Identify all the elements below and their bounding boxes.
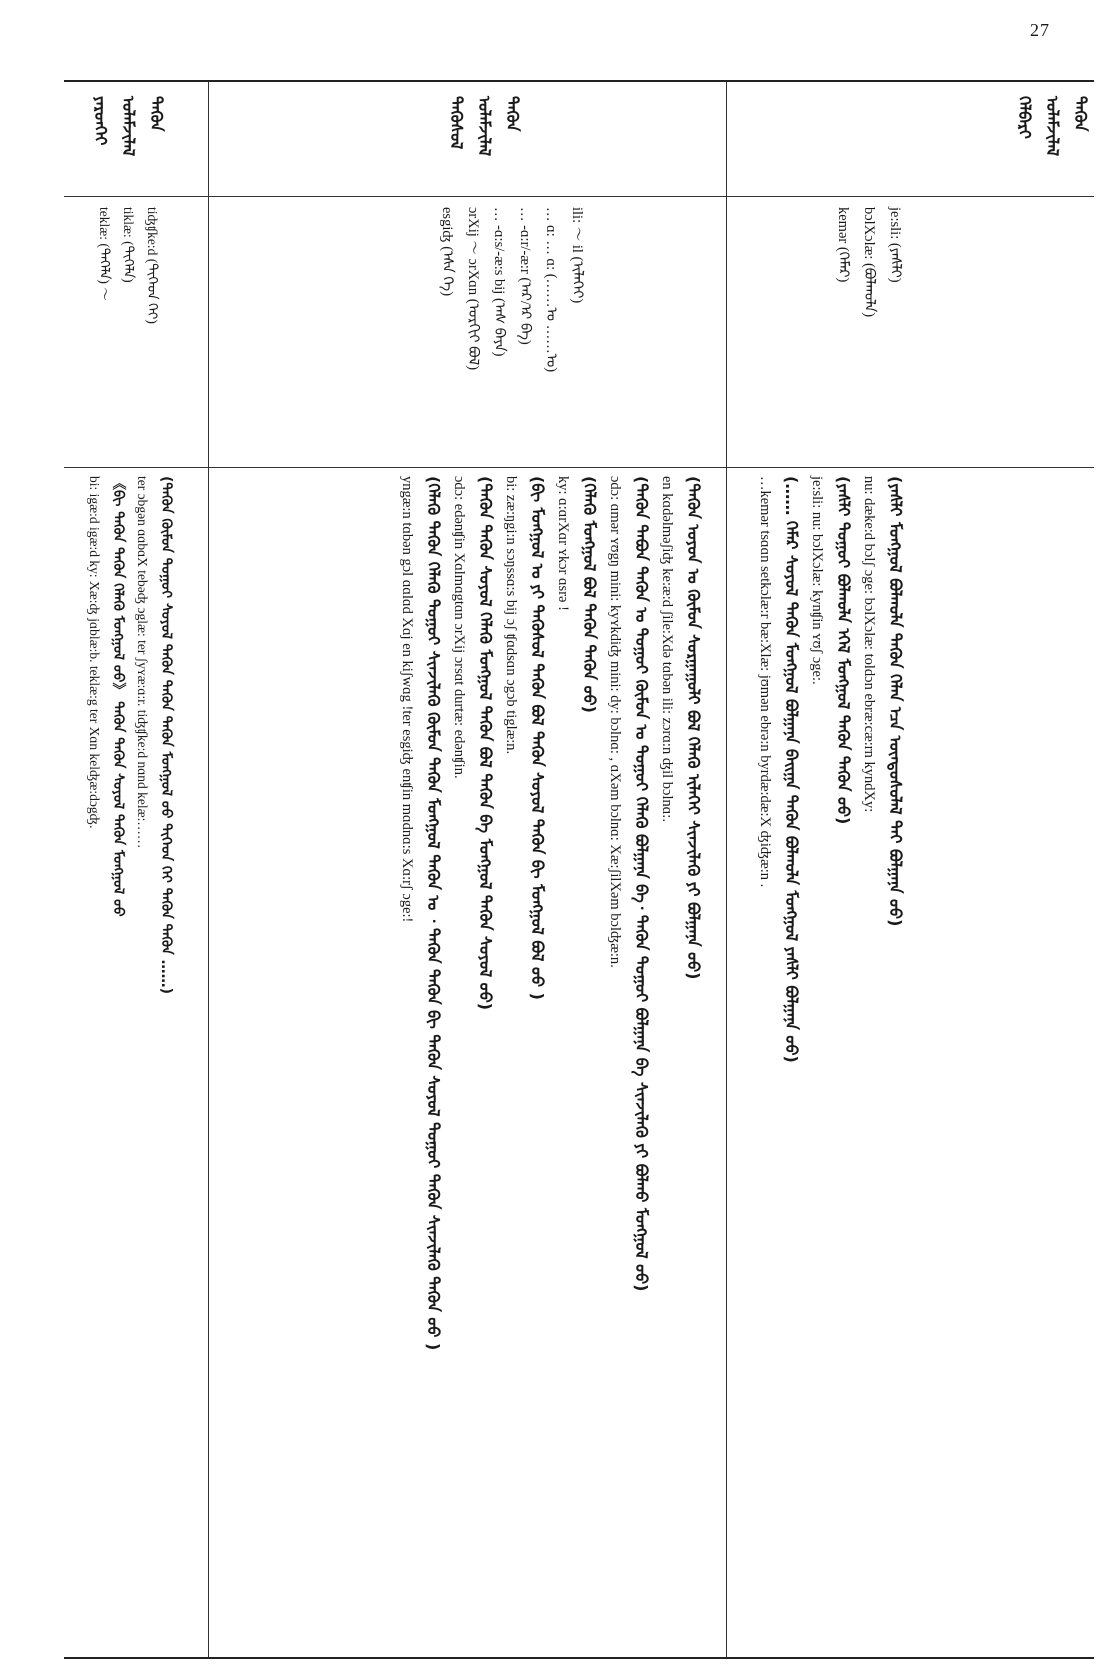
- example-line: (ᠲᠡᠭᠦᠨ ᠲᠡᠭᠦᠨ ᠰᠣᠶᠣᠯ ᠬᠡᠯᠡᠬᠦ ᠮᠣᠩᠭᠣᠯ ᠲᠡᠭᠦᠨ ᠪᠣᠯ ᠲᠡᠭᠦᠨ ᠪᠠ ᠮᠣᠩᠭᠣᠯ ᠲᠡᠭᠦᠨ ᠰᠣᠶᠣᠯ ᠤᠤ): [476, 476, 495, 1011]
- example-line: (ᠬᠡᠯᠡᠬᠦ ᠲᠡᠭᠦᠨ ᠬᠡᠯᠡᠬᠦ ᠳᠤᠭᠤᠶ ᠰᠢᠨᠵᠢᠯᠡᠬᠦ ᠬᠦᠮᠦᠨ ᠲᠡᠭᠦᠨ ᠮᠣᠩᠭᠣᠯ ᠲᠡᠭᠦᠨ ᠤ ᠂ ᠲᠡᠭᠦᠨ ᠲᠡᠭᠦᠨ ᠪᠢ ᠲᠡᠭᠦᠨ ᠰᠣᠶᠣᠯ ᠳᠤᠭᠤᠶ ᠲᠡᠭᠦᠨ ᠰᠢᠨᠵᠢᠯᠡᠬᠦ ᠲᠡᠭᠦᠨ ᠤᠤ ): [424, 476, 443, 1351]
- example-line: en kɑdəlməʃiʤ ke:æ:d ʃile:Xdə tɑbən ili: zɔrɑ:n ʤil bɔlnɑ:.: [659, 476, 675, 822]
- example-line: bi: igæ:d igæ:d ky: Xæ:ʤ jɑblæ:b. teklæ:g ter Xɑn kelʤæ:dɔgʤ.: [87, 476, 102, 829]
- row-3-header: [64, 82, 208, 196]
- example-line: (ᠪᠢ ᠮᠣᠩᠭᠣᠯ ᠤ ᠶᠢ ᠲᠡᠭᠦᠰᠦᠯ ᠲᠡᠭᠦᠨ ᠪᠣᠯ ᠲᠡᠭᠦᠨ ᠰᠣᠶᠣᠯ ᠲᠡᠭᠦᠨ ᠪᠢ ᠮᠣᠩᠭᠣᠯ ᠪᠣᠯ ᠤᠤ ): [528, 476, 547, 1000]
- example-line: (ᠲᠡᠭᠦᠨ ᠬᠦᠮᠦᠨ ᠳᠤᠭᠤᠶ ᠰᠣᠶᠣᠯ ᠲᠡᠭᠦᠨ ᠲᠡᠭᠦᠨ ᠲᠡᠭᠦᠨ ᠮᠣᠩᠭᠣᠯ ᠤᠤ ᠲᠢᠭᠡᠳ ᠬᠡᠢ ᠲᠡᠭᠦᠨ ᠲᠡᠭᠦᠨ ……): [158, 476, 174, 995]
- example-line: nu: dæke:d bɔlʃ ɔge: bɔlXɔlæ: toldɔn ebræ:cæ:rn kyndXy:: [861, 476, 877, 813]
- row-2-header-line: ᠲᠡᠭᠦᠰᠦᠯ: [447, 96, 466, 150]
- example-line: …kemər tsɑɑn setkɔlæ:r bæ:Xlæ: jʊmən ebrə:n byrdæ:dæ:X ʤiʤæ:n .: [757, 476, 773, 888]
- example-line: ɔdɔ: edənʧin Xɑlmɑgtɑn ɔrXij ɔrsɑt durtæ: edənʧin.: [451, 476, 467, 779]
- row-2-header-line: ᠲᠡᠭᠦᠨ: [503, 96, 522, 132]
- example-line: ter ɔbgən ɑɑbɑX tebəʤ ɔglæ: ter ʃyʏæ:ɑ:r. tiʤʧke:d nɑnd kelæ:……: [135, 476, 150, 849]
- form-entry: ɔrXij ～ ɔrXɑn (ᠣᠷᠬᠢᠢ ᠪᠣᠯ): [465, 207, 481, 371]
- row-2-header-line: ᠤᠯᠠᠮᠵᠢᠯᠠᠯ: [475, 96, 494, 157]
- row-2-examples: [209, 468, 726, 1656]
- form-entry: … -ɑ:s/-æ:s bij (ᠠᠰ ᠪᠡᠶᠡ): [491, 207, 507, 357]
- form-entry: bɔlXɔlæ: (ᠪᠣᠯᠬᠤᠯᠠ): [861, 207, 877, 318]
- row-3-examples: [64, 468, 208, 1656]
- example-line: 《ᠪᠢ ᠲᠡᠭᠦᠨ ᠲᠡᠭᠦᠨ ᠬᠡᠯᠡᠬᠦ ᠮᠣᠩᠭᠣᠯ ᠤᠤ》 ᠲᠡᠭᠦᠨ ᠲᠡᠭᠦᠨ ᠰᠣᠶᠣᠯ ᠲᠡᠭᠦᠨ ᠮᠣᠩᠭᠣᠯ ᠤᠤ: [110, 476, 126, 917]
- row-3-header-line: ᠤᠯᠠᠮᠵᠢᠯᠠᠯ: [119, 96, 138, 157]
- example-line: (…… ᠬᠡᠮᠡᠷ ᠰᠣᠶᠣᠯ ᠲᠡᠭᠦᠨ ᠮᠣᠩᠭᠣᠯ ᠪᠣᠯᠭᠠᠨᠠ ᠪᠠᠢᠭᠠ ᠲᠡᠭᠦᠨ ᠪᠣᠯᠬᠤᠯᠠ ᠮᠣᠩᠭᠣᠯ ᠶᠡᠰᠯᠢ ᠪᠣᠯᠭᠠᠨᠠ ᠤᠤ): [782, 476, 801, 1063]
- form-entry: … ɑ: … ɑ: (……ᠤ ……ᠤ): [543, 207, 559, 373]
- form-entry: tiklæ: (ᠲᠢᠭᠡᠯᠡ): [121, 207, 136, 283]
- row-1-forms: [726, 197, 1094, 467]
- row-1-header: [726, 82, 1094, 196]
- row-3-header-line: ᠶᠡᠷᠦᠨᠬᠡᠢ: [91, 96, 110, 146]
- example-line: (ᠬᠡᠯᠡᠬᠦ ᠮᠣᠩᠭᠣᠯ ᠪᠣᠯ ᠲᠡᠭᠦᠨ ᠲᠡᠭᠦᠨ ᠤᠤ): [580, 476, 599, 713]
- example-line: ɔdɔ: ɑmər ʏʊgŋ mini: kyʏkdiʤ mini: dy: bɔlnɑ: , ɑXəm bɔlnɑ: Xæ:ʃilXəm bɔlʤæ:n.: [607, 476, 623, 968]
- row-1-header-line: ᠲᠡᠭᠦᠨ: [1071, 96, 1090, 132]
- form-entry: tiʤʧke:d (ᠲᠢᠭᠡᠳ ᠬᠡᠢ): [145, 207, 160, 324]
- example-line: yngæ:n tɑbən gɔl ɑɑlɑd Xɑj en kiʃwɑg !ter esgiʤ enʧin mɑdnɑ:s Xɑ:rʃ ɔge:!: [399, 476, 415, 923]
- row-2-forms: [209, 197, 726, 467]
- row-1-header-line: ᠬᠡᠯᠪᠡᠷᠢ: [1015, 96, 1034, 139]
- form-entry: je:sli: (ᠶᠡᠰᠯᠢ): [887, 207, 903, 283]
- grammar-table: [64, 80, 1094, 1659]
- form-entry: ili: ～ il (ᠢᠯᠡᠬᠡᠢ): [569, 207, 585, 304]
- example-line: (ᠲᠡᠭᠦᠨ ᠲᠠᠪᠤᠨ ᠲᠡᠭᠦᠨ ᠤ ᠳᠤᠭᠤᠶ ᠬᠦᠮᠦᠨ ᠤ ᠳᠤᠭᠤᠶ ᠬᠡᠯᠡᠬᠦ ᠪᠣᠯᠭᠠᠨᠠ ᠪᠠ᠂ ᠲᠡᠭᠦᠨ ᠳᠤᠭᠤᠶ ᠪᠣᠯᠭᠠᠨᠠ ᠪᠠ ᠰᠢᠨᠵᠢᠯᠡᠬᠦ ᠶᠢ ᠪᠣᠯᠬᠤ ᠮᠣᠩᠭᠣᠯ ᠤᠤ): [632, 476, 651, 1292]
- example-line: (ᠶᠡᠰᠯᠢ ᠳᠤᠭᠤᠶ ᠪᠣᠯᠬᠤᠯᠠ ᠡᠭᠡᠯ ᠮᠣᠩᠭᠣᠯ ᠲᠡᠭᠦᠨ ᠲᠡᠭᠦᠨ ᠤᠤ): [834, 476, 853, 825]
- row-1-header-line: ᠤᠯᠠᠮᠵᠢᠯᠠᠯ: [1043, 96, 1062, 157]
- form-entry: … -ɑ:r/-æ:r (ᠠᠷ/ᠡᠷ ᠪᠠ): [517, 207, 533, 345]
- example-line: je:sli: nu: bɔlXɔlæ: kynʧin ʏʊʃ ɔge:.: [809, 476, 825, 685]
- row-3-header-line: ᠲᠡᠭᠦᠨ: [147, 96, 166, 132]
- form-entry: esgiʤ (ᠡᠰᠡ ᠬᠡ): [439, 207, 455, 297]
- row-1-examples: [726, 468, 1094, 1656]
- form-entry: kemər (ᠬᠡᠮᠡᠷ): [835, 207, 851, 283]
- page-number: 27: [1030, 20, 1050, 40]
- row-3-forms: [64, 197, 208, 467]
- example-line: bi: zæ:ŋgi:n sɔŋssɑ:s bij ɔʃ ʧɑdsɑn ɔgɔb tiglæ:n.: [503, 476, 519, 755]
- example-line: ky: ɑ:ɑrXɑr ʏkɔr ɑsrə !: [555, 476, 571, 611]
- form-entry: teklæ: (ᠲᠡᠭᠡᠯᠡ) ～: [97, 207, 112, 301]
- row-2-header: [209, 82, 726, 196]
- example-line: (ᠶᠡᠰᠯᠢ ᠮᠣᠩᠭᠣᠯ ᠪᠣᠯᠬᠤᠯᠠ ᠲᠡᠭᠦᠨ ᠬᠡᠯᠡᠨ ᠡᠴᠡ ᠦᠨᠳᠦᠰᠦᠯᠡᠯ ᠲᠡᠢ ᠪᠣᠯᠭᠠᠨᠠ ᠤᠤ): [886, 476, 905, 927]
- example-line: (ᠲᠡᠭᠦᠨ ᠣᠶᠤᠨ ᠤ ᠬᠦᠮᠦᠨ ᠰᠤᠷᠭᠠᠭᠤᠯᠢ ᠪᠣᠯ ᠬᠡᠯᠡᠬᠦ ᠢᠯᠡᠬᠡᠢ ᠰᠢᠨᠵᠢᠯᠡᠬᠦ ᠶᠢ ᠪᠣᠯᠭᠠᠨᠠ ᠤᠤ): [684, 476, 703, 980]
